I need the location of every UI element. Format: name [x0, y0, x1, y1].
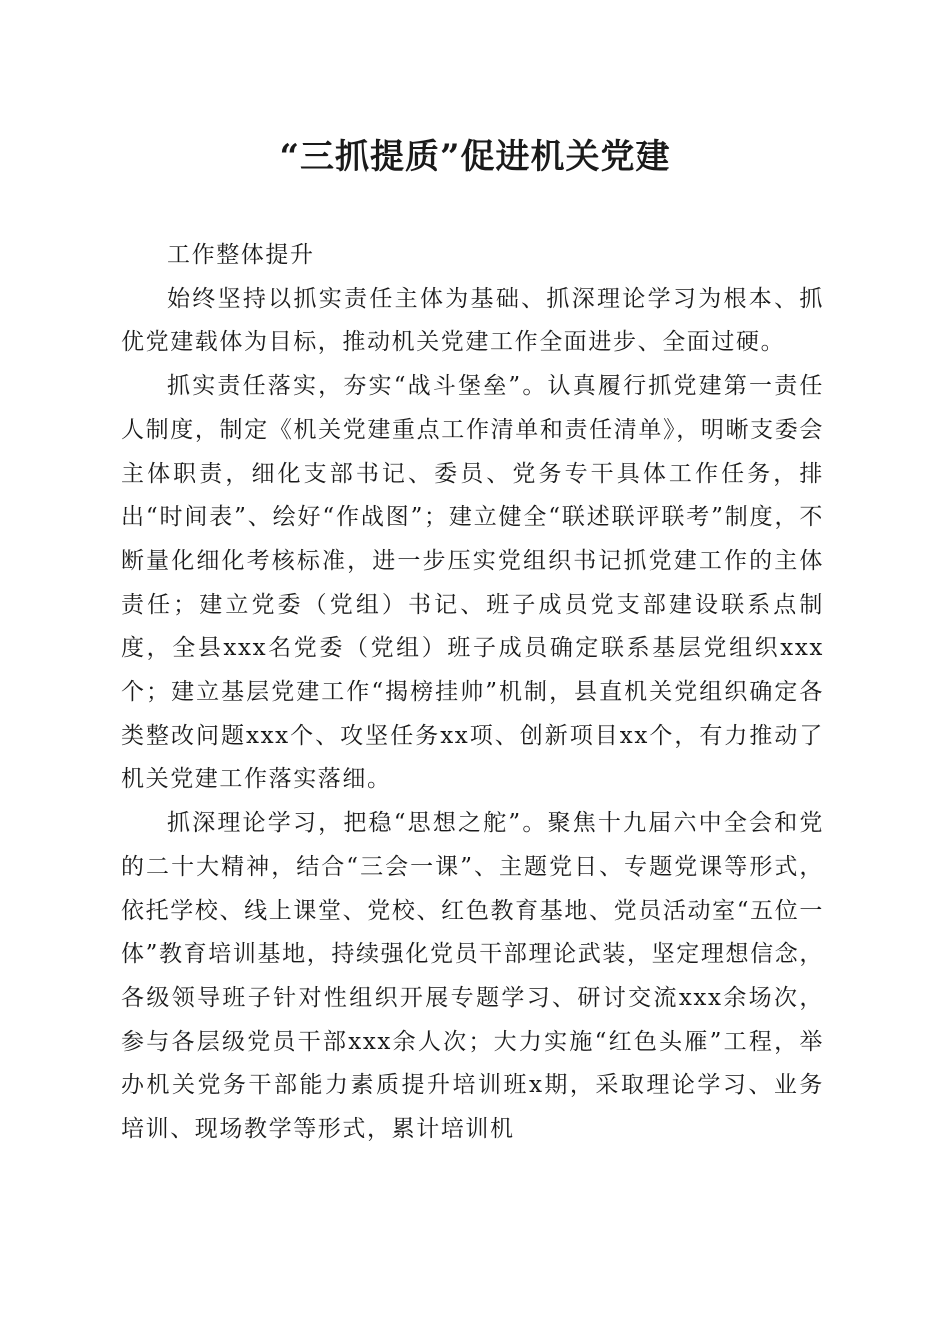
- paragraph-theory-study: 抓深理论学习，把稳“思想之舵”。聚焦十九届六中全会和党的二十大精神，结合“三会一课”、主题党日、专题党课等形式，依托学校、线上课堂、党校、红色教育基地、党员活动室“五位一体”教育培训基地，持续强化党员干部理论武装，坚定理想信念，各级领导班子针对性组织开展专题学习、研讨交流xxx余场次，参与各层级党员干部xxx余人次；大力实施“红色头雁”工程，举办机关党务干部能力素质提升培训班x期，采取理论学习、业务培训、现场教学等形式，累计培训机: [121, 810, 824, 1143]
- document-body: [121, 234, 824, 1152]
- subtitle-line: 工作整体提升: [167, 242, 315, 268]
- paragraph-responsibility: 抓实责任落实，夯实“战斗堡垒”。认真履行抓党建第一责任人制度，制定《机关党建重点工作清单和责任清单》，明晰支委会主体职责，细化支部书记、委员、党务专干具体工作任务，排出“时间表”、绘好“作战图”；建立健全“联述联评联考”制度，不断量化细化考核标准，进一步压实党组织书记抓党建工作的主体责任；建立党委（党组）书记、班子成员党支部建设联系点制度，全县xxx名党委（党组）班子成员确定联系基层党组织xxx个；建立基层党建工作“揭榜挂帅”机制，县直机关党组织确定各类整改问题xxx个、攻坚任务xx项、创新项目xx个，有力推动了机关党建工作落实落细。: [121, 373, 824, 793]
- document-title: “三抓提质”促进机关党建: [279, 137, 671, 177]
- paragraph-intro: 始终坚持以抓实责任主体为基础、抓深理论学习为根本、抓优党建载体为目标，推动机关党建工作全面进步、全面过硬。: [121, 285, 824, 356]
